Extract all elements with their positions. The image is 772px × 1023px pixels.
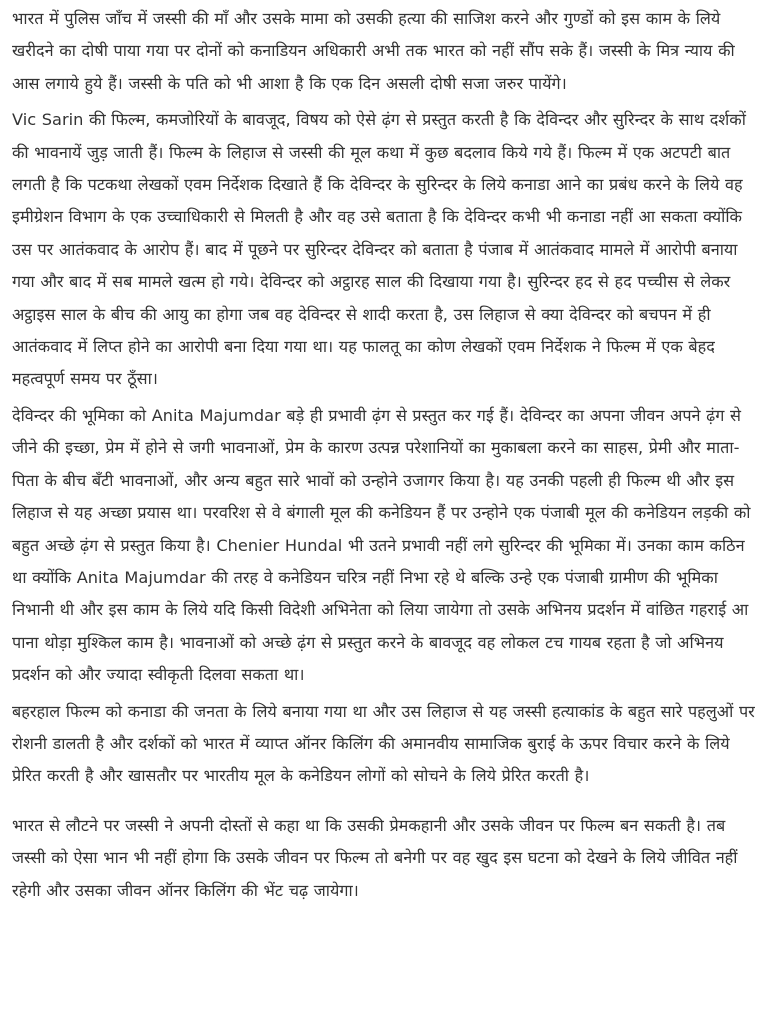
paragraph-film-critique: Vic Sarin की फिल्म, कमजोरियों के बावजूद, विषय को ऐसे ढ़ंग से प्रस्तुत करती है कि देविन्दर और सुरिन्दर के साथ दर्शकों की भावनायें जुड़ जाती हैं। फिल्म के लिहाज से जस्सी की मूल कथा में कुछ बदलाव किये गये हैं। फिल्म में एक अटपटी बात लगती है कि पटकथा लेखकों एवम निर्देशक दिखाते हैं कि देविन्दर के सुरिन्दर के लिये कनाडा आने का प्रबंध करने के लिये वह इमीग्रेशन विभाग के एक उच्चाधिकारी से मिलती है और वह उसे बताता है कि देविन्दर कभी भी कनाडा नहीं आ सकता क्योंकि उस पर आतंकवाद के आरोप हैं। बाद में पूछने पर सुरिन्दर देविन्दर को बताता है पंजाब में आतंकवाद मामले में आरोपी बनाया गया और बाद में सब मामले खत्म हो गये। देविन्दर को अट्ठारह साल की दिखाया गया है। सुरिन्दर हद से हद पच्चीस से लेकर अट्ठाइस साल के बीच की आयु का होगा जब वह देविन्दर से शादी करता है, उस लिहाज से क्या देविन्दर को बचपन में ही आतंकवाद में लिप्त होने का आरोपी बना दिया गया था। यह फालतू का कोण लेखकों एवम निर्देशक ने फिल्म में एक बेहद महत्वपूर्ण समय पर ठूँसा।: [12, 110, 746, 389]
paragraph-conclusion: बहरहाल फिल्म को कनाडा की जनता के लिये बनाया गया था और उस लिहाज से यह जस्सी हत्याकांड के बहुत सारे पहलुओं पर रोशनी डालती है और दर्शकों को भारत में व्याप्त ऑनर किलिंग की अमानवीय सामाजिक बुराई के ऊपर विचार करने के लिये प्रेरित करती है और खासतौर पर भारतीय मूल के कनेडियन लोगों को सोचने के लिये प्रेरित करती है।: [12, 701, 755, 786]
paragraph-performances: देविन्दर की भूमिका को Anita Majumdar बड़े ही प्रभावी ढ़ंग से प्रस्तुत कर गई हैं। देविन्दर का अपना जीवन अपने ढ़ंग से जीने की इच्छा, प्रेम में होने से जगी भावनाओं, प्रेम के कारण उत्पन्न परेशानियों का मुकाबला करने का साहस, प्रेमी और माता-पिता के बीच बँटी भावनाओं, और अन्य बहुत सारे भावों को उन्होने उजागर किया है। यह उनकी पहली ही फिल्म थी और इस लिहाज से यह अच्छा प्रयास था। परवरिश से वे बंगाली मूल की कनेडियन हैं पर उन्होने एक पंजाबी मूल की कनेडियन लड़की को बहुत अच्छे ढ़ंग से प्रस्तुत किया है। Chenier Hundal भी उतने प्रभावी नहीं लगे सुरिन्दर की भूमिका में। उनका काम कठिन था क्योंकि Anita Majumdar की तरह वे कनेडियन चरित्र नहीं निभा रहे थे बल्कि उन्हे एक पंजाबी ग्रामीण की भूमिका निभानी थी और इस काम के लिये यदि किसी विदेशी अभिनेता को लिया जायेगा तो उसके अभिनय प्रदर्शन में वांछित गहराई आ पाना थोड़ा मुश्किल काम है। भावनाओं को अच्छे ढ़ंग से प्रस्तुत करने के बावजूद वह लोकल टच गायब रहता है जो अभिनय प्रदर्शन को और ज्यादा स्वीकृती दिलवा सकता था।: [12, 405, 751, 685]
paragraph-closing-note: भारत से लौटने पर जस्सी ने अपनी दोस्तों से कहा था कि उसकी प्रेमकहानी और उसके जीवन पर फिल्म बन सकती है। तब जस्सी को ऐसा भान भी नहीं होगा कि उसके जीवन पर फिल्म तो बनेगी पर वह खुद इस घटना को देखने के लिये जीवित नहीं रहेगी और उसका जीवन ऑनर किलिंग की भेंट चढ़ जायेगा।: [12, 815, 738, 900]
paragraph-verdict-update: भारत में पुलिस जाँच में जस्सी की माँ और उसके मामा को उसकी हत्या की साजिश करने और गुण्डों को इस काम के लिये खरीदने का दोषी पाया गया पर दोनों को कनाडियन अधिकारी अभी तक भारत को नहीं सौंप सके हैं। जस्सी के मित्र न्याय की आस लगाये हुये हैं। जस्सी के पति को भी आशा है कि एक दिन असली दोषी सजा जरुर पायेंगे।: [12, 9, 735, 93]
